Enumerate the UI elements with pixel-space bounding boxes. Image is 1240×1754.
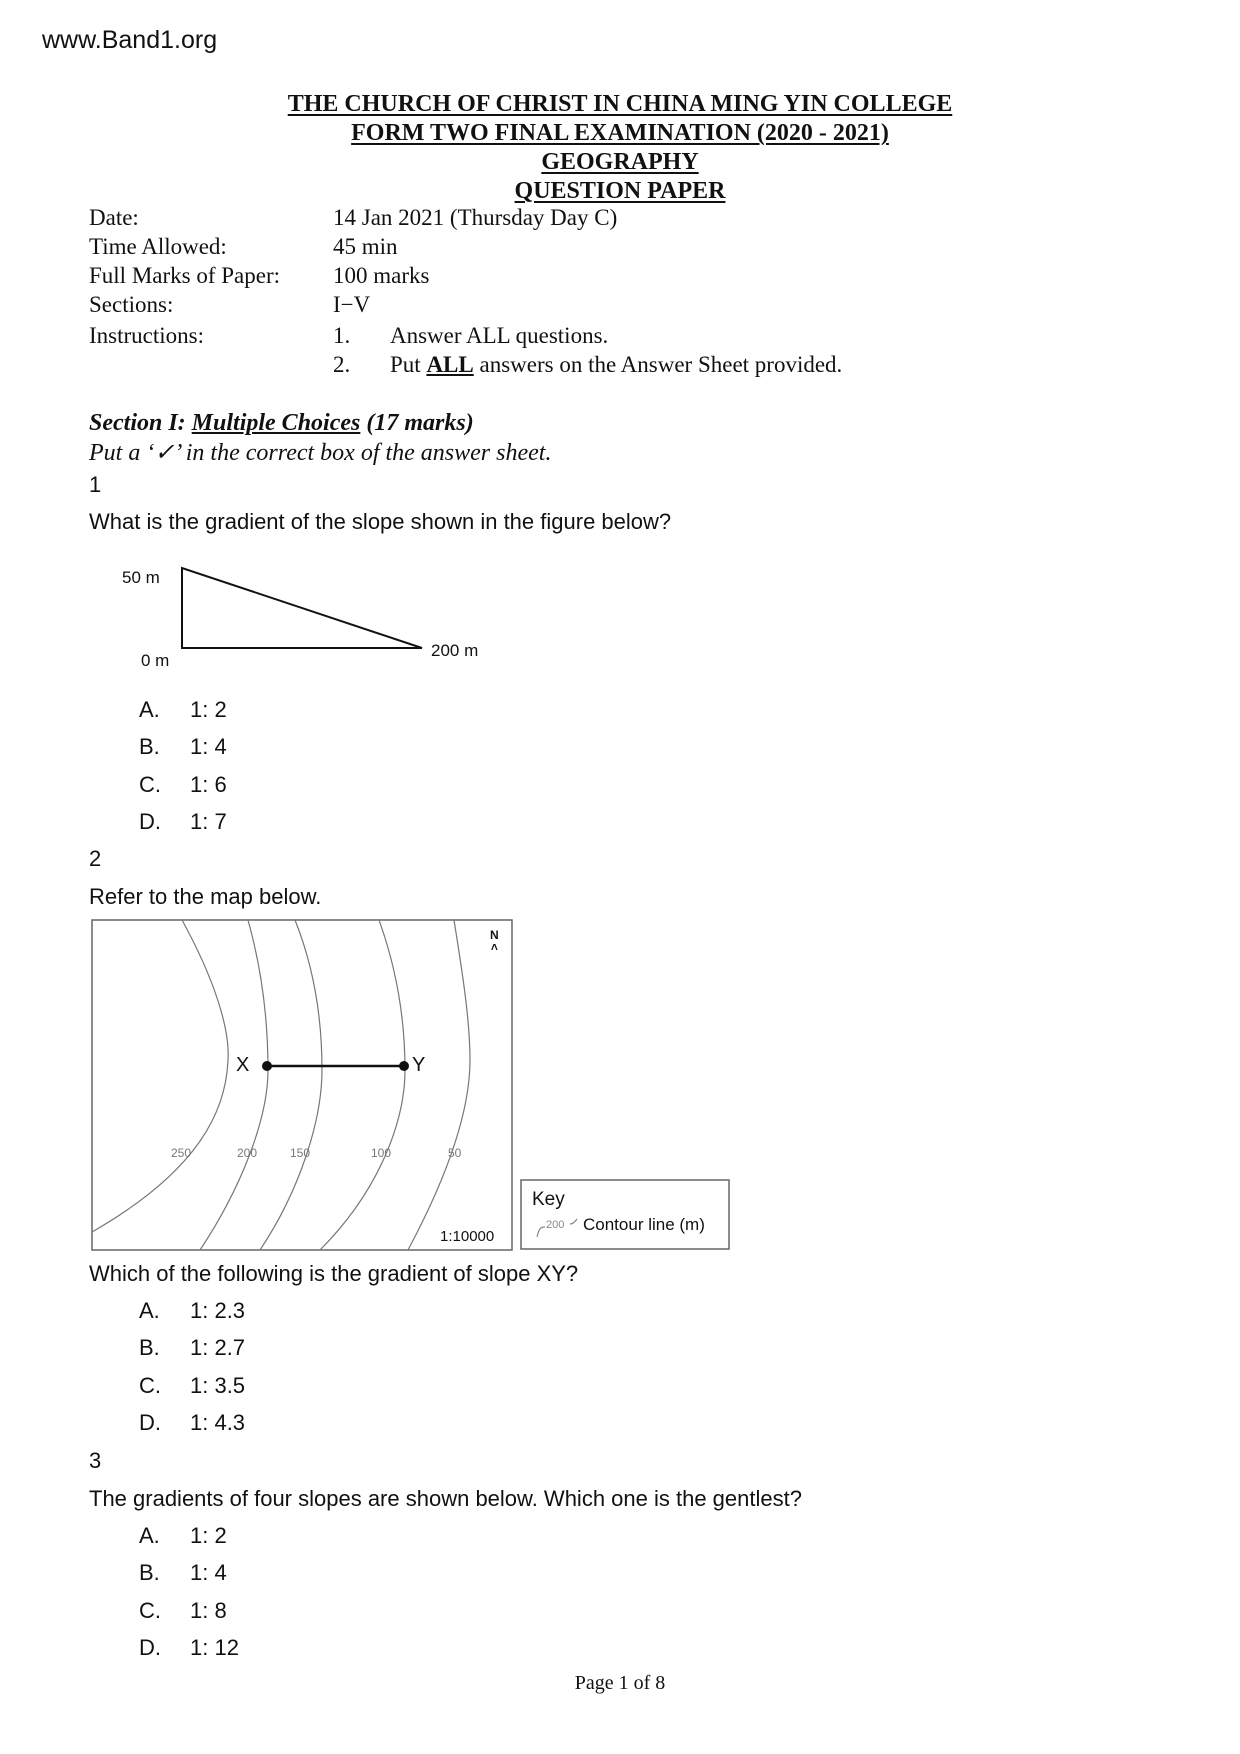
option-letter: D. [139, 1635, 161, 1660]
point-y-label: Y [412, 1054, 426, 1076]
option-value: 1: 8 [190, 1598, 227, 1623]
option-letter: D. [139, 809, 161, 834]
instruction-emphasis: ALL [426, 352, 474, 377]
contour-label: 150 [290, 1146, 311, 1160]
paper-title: QUESTION PAPER [514, 178, 726, 204]
option-letter: A. [139, 1523, 160, 1548]
contour-label: 50 [448, 1146, 462, 1160]
key-title: Key [532, 1189, 565, 1210]
question-number: 2 [89, 846, 102, 871]
option-value: 1: 4 [190, 734, 227, 759]
north-label: N [490, 928, 499, 942]
option-value: 1: 2.3 [190, 1298, 246, 1323]
exam-title: FORM TWO FINAL EXAMINATION (2020 - 2021) [351, 120, 889, 146]
contour-label: 100 [371, 1146, 392, 1160]
option-letter: C. [139, 1598, 161, 1623]
slope-length-label: 200 m [431, 641, 479, 660]
question-number: 1 [89, 472, 102, 497]
time-label: Time Allowed: [89, 234, 227, 259]
contour-label: 200 [237, 1146, 258, 1160]
option-letter: B. [139, 734, 160, 759]
marks-value: 100 marks [333, 263, 430, 288]
question-number: 3 [89, 1448, 102, 1473]
option-letter: A. [139, 1298, 160, 1323]
option-value: 1: 3.5 [190, 1373, 246, 1398]
section-instruction: Put a ‘✓’ in the correct box of the answer sheet. [89, 440, 552, 466]
option-letter: B. [139, 1335, 160, 1360]
question-text: The gradients of four slopes are shown below. Which one is the gentlest? [89, 1486, 802, 1511]
option-letter: A. [139, 697, 160, 722]
slope-triangle-diagram [182, 568, 422, 648]
instructions-label: Instructions: [89, 323, 204, 348]
date-label: Date: [89, 205, 139, 230]
contour-map [92, 920, 512, 1250]
instruction-text-pre: Put [390, 352, 427, 377]
contour-label: 250 [171, 1146, 192, 1160]
key-contour-sample: 200 [546, 1219, 565, 1231]
point-y-marker [399, 1061, 409, 1071]
option-value: 1: 6 [190, 772, 227, 797]
option-letter: C. [139, 1373, 161, 1398]
slope-top-label: 50 m [122, 568, 160, 587]
section-title-name: Multiple Choices [191, 410, 361, 436]
option-value: 1: 2.7 [190, 1335, 246, 1360]
page-number: Page 1 of 8 [574, 1672, 666, 1694]
north-arrow-icon: N ˄ [490, 928, 499, 954]
section-title-marks: (17 marks) [360, 410, 474, 436]
option-value: 1: 2 [190, 1523, 227, 1548]
option-value: 1: 2 [190, 697, 227, 722]
subject-title: GEOGRAPHY [541, 149, 699, 175]
option-letter: B. [139, 1560, 160, 1585]
point-x-marker [262, 1061, 272, 1071]
slope-bottom-label: 0 m [141, 651, 170, 670]
school-title: THE CHURCH OF CHRIST IN CHINA MING YIN COLLEGE [287, 91, 953, 117]
option-value: 1: 4.3 [190, 1410, 246, 1435]
question-text: What is the gradient of the slope shown in the figure below? [89, 509, 672, 534]
option-value: 1: 7 [190, 809, 227, 834]
option-letter: C. [139, 772, 161, 797]
sections-value: I−V [333, 292, 371, 317]
instruction-number: 2. [333, 352, 351, 377]
question-text: Which of the following is the gradient of slope XY? [89, 1261, 579, 1286]
section-title-prefix: Section I: [89, 410, 192, 436]
marks-label: Full Marks of Paper: [89, 263, 281, 288]
option-value: 1: 12 [190, 1635, 239, 1660]
key-text: Contour line (m) [583, 1215, 705, 1234]
instruction-text: Answer ALL questions. [390, 323, 609, 348]
option-value: 1: 4 [190, 1560, 227, 1585]
option-letter: D. [139, 1410, 161, 1435]
watermark: www.Band1.org [42, 26, 218, 54]
map-scale: 1:10000 [440, 1228, 495, 1245]
time-value: 45 min [333, 234, 398, 259]
question-intro: Refer to the map below. [89, 884, 322, 909]
date-value: 14 Jan 2021 (Thursday Day C) [333, 205, 618, 230]
sections-label: Sections: [89, 292, 174, 317]
instruction-text-post: answers on the Answer Sheet provided. [473, 352, 843, 377]
point-x-label: X [236, 1054, 250, 1076]
instruction-number: 1. [333, 323, 351, 348]
